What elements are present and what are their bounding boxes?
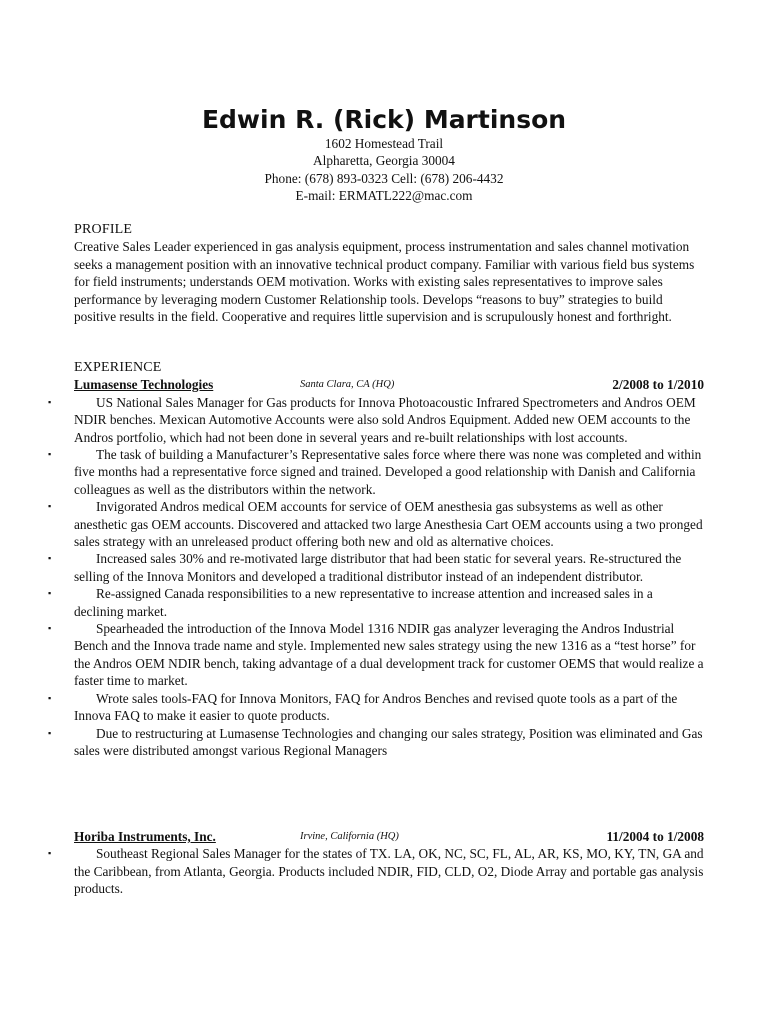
bullet-text: Increased sales 30% and re-motivated large distributor that had been static for several years. Re-structured the selling of the Innova Monitors and developed a traditional distributor instead of an independent distributor. [74,551,682,584]
bullet-text: Spearheaded the introduction of the Innova Model 1316 NDIR gas analyzer leveraging the Andros Industrial Bench and the Innova trade name and style. Implemented new sales strategy using the new 1316 as a “test horse” for the Andros OEM NDIR bench, taking advantage of a dual development track for customer OEMS that would realize a faster time to market. [74,621,704,689]
experience-heading: EXPERIENCE [74,360,162,375]
bullet-icon: ▪ [48,501,52,512]
contact-block [0,135,768,205]
bullet-text: Southeast Regional Sales Manager for the states of TX. LA, OK, NC, SC, FL, AL, AR, KS, MO, KY, TN, GA and the Caribbean, from Atlanta, Georgia. Products included NDIR, FID, CLD, O2, Diode Array and portable gas analysis products. [74,846,704,897]
bullet-icon: ▪ [48,449,52,460]
bullet-icon: ▪ [48,553,52,564]
bullet-icon: ▪ [48,727,52,738]
list-item [48,725,704,760]
bullet-icon: ▪ [48,623,52,634]
company-location: Santa Clara, CA (HQ) [300,379,395,391]
bullet-icon: ▪ [48,588,52,599]
company-name: Horiba Instruments, Inc. [74,829,216,844]
list-item [48,498,704,550]
email-line: E-mail: ERMATL222@mac.com [295,188,473,204]
phone-line: Phone: (678) 893-0323 Cell: (678) 206-4432 [264,170,504,186]
bullet-text: Wrote sales tools-FAQ for Innova Monitors, FAQ for Andros Benches and revised quote tools as a part of the Innova FAQ to make it easier to quote products. [74,690,678,724]
job-dates: 11/2004 to 1/2008 [606,829,704,844]
profile-section [74,221,704,325]
list-item [48,446,704,498]
candidate-name: Edwin R. (Rick) Martinson [201,105,567,134]
bullet-text: The task of building a Manufacturer’s Representative sales force where there was none was completed and within five months had a representative force signed and trained. Developed a good relationship with Danish and California colleagues as well as the distributors within the network. [74,447,702,497]
experience-section [48,359,704,759]
list-item [48,620,704,690]
profile-text: Creative Sales Leader experienced in gas analysis equipment, process instrumentation and sales channel motivation seeks a management position with an innovative technical product company. Familiar with various field bus systems for field instruments; understands OEM motivation. Works with existing sales representatives to improve sales performance by leveraging modern Customer Relationship tools. Develops “reasons to buy” strategies to build positive results in the field. Cooperative and requires little supervision and is scrupulously honest and forthright. [74,239,695,325]
bullet-text: Due to restructuring at Lumasense Technologies and changing our sales strategy, Position was eliminated and Gas sales were distributed amongst various Regional Managers [74,725,703,758]
list-item [48,585,704,620]
list-item [48,394,704,446]
address-line-2: Alpharetta, Georgia 30004 [313,153,455,169]
list-item [48,690,704,725]
bullet-icon: ▪ [48,848,52,859]
job-header-horiba [74,828,704,845]
job-bullets-lumasense [48,394,704,760]
bullet-text: Re-assigned Canada responsibilities to a new representative to increase attention and increased sales in a declining market. [74,586,653,619]
job-dates: 2/2008 to 1/2010 [612,377,704,393]
bullet-icon: ▪ [48,692,52,703]
list-item [48,550,704,585]
bullet-icon: ▪ [48,396,52,407]
job-header-lumasense [74,376,704,393]
bullet-text: Invigorated Andros medical OEM accounts for service of OEM anesthesia gas subsystems as well as other anesthetic gas OEM accounts. Discovered and attacked two large Anesthesia Cart OEM accounts using a two pronged sales strategy with an unreleased product offering both new and old as alternative choices. [74,499,703,550]
company-location: Irvine, California (HQ) [300,831,399,842]
company-name: Lumasense Technologies [74,377,214,393]
profile-heading: PROFILE [74,222,133,237]
job-bullets-horiba [48,845,704,897]
address-line-1: 1602 Homestead Trail [324,136,444,151]
experience-job-horiba [48,828,704,898]
bullet-text: US National Sales Manager for Gas products for Innova Photoacoustic Infrared Spectrometers and Andros OEM NDIR benches. Mexican Automotive Accounts were also sold Andros Equipment. Added new OEM accounts to the Andros portfolio, which had not been done in several years and re-built relationships with lost accounts. [74,394,696,445]
list-item [48,845,704,897]
